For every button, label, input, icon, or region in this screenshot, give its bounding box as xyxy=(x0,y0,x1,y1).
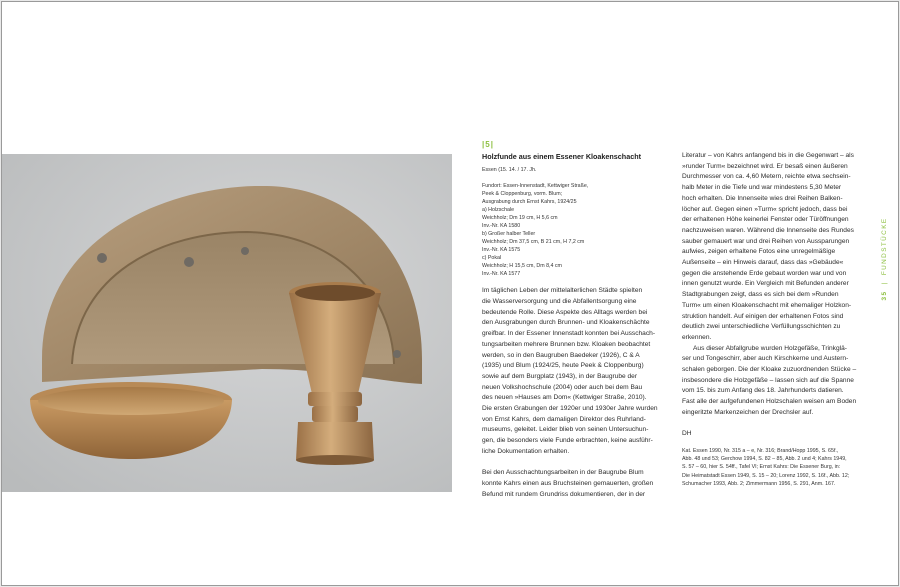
text-line: Peek & Cloppenburg, vorm. Blum; xyxy=(482,190,563,197)
text-line: tungsarbeiten mehrere Brunnen bzw. Kloaken beobachtet xyxy=(482,340,651,348)
text-line: sauber gemauert war und drei Reihen von Aussparungen xyxy=(682,237,850,245)
text-line: sowie auf dem Burgplatz (1943), in der Baugrube der xyxy=(482,372,638,380)
text-line: aufwies, zeigen erhaltene Fotos eine unregelmäßige xyxy=(682,248,836,256)
text-line: liche Dokumentation erhalten. xyxy=(482,447,570,455)
body-paragraph-1 xyxy=(482,286,660,457)
body-paragraph-2 xyxy=(482,468,660,500)
text-line: »runder Turm« bezeichnet wird. Er besaß einen äußeren xyxy=(682,162,848,170)
section-title: FUNDSTÜCKE xyxy=(881,217,888,276)
text-line: c) Pokal xyxy=(482,255,502,262)
text-line: gen, die besonders viele Funde erbrachten, keine ausführ- xyxy=(482,437,653,445)
book-spread xyxy=(1,1,899,586)
svg-text:35 | FUNDSTÜCK xyxy=(880,217,888,300)
text-line: deutlich zwei unterschiedliche Verfüllungsschichten zu xyxy=(682,323,841,331)
text-line: Bei den Ausschachtungsarbeiten in der Baugrube Blum xyxy=(482,469,644,477)
find-details xyxy=(482,182,660,279)
text-column-right xyxy=(682,151,862,488)
text-line: hoch erhalten. Die Innenseite wies drei Reihen Balken- xyxy=(682,194,843,202)
author-initials: DH xyxy=(682,429,692,437)
wooden-finds-photo xyxy=(2,154,452,492)
text-line: insbesondere die Holzgefäße – lassen sich auf die Spanne xyxy=(682,376,854,384)
text-line: schalen geborgen. Die der Kloake zuzuordnenden Stücke – xyxy=(682,366,857,374)
text-line: löcher auf. Gegen einen »Turm« spricht jedoch, dass bei xyxy=(682,205,848,213)
text-line: S. 57 – 60, hier S. 54ff., Tafel VI; Ernst Kahrs: Die Essener Burg, in: xyxy=(682,464,841,471)
text-line: Fundort: Essen-Innenstadt, Kettwiger Straße, xyxy=(482,182,589,189)
text-line: Stadtgrabungen zeigt, dass es sich bei dem »Runden xyxy=(682,291,839,299)
text-line: nachzuweisen waren. Während die Innenseite des Rundes xyxy=(682,226,854,234)
text-line: Die ersten Grabungen der 1920er und 1930er Jahre wurden xyxy=(482,405,658,413)
text-line: Aus dieser Abfallgrube wurden Holzgefäße, Trinkglä- xyxy=(693,344,847,352)
entry-subtitle: Essen (15. 14. / 17. Jh. xyxy=(482,166,537,173)
text-line: ser und Tongeschirr, aber auch Kirschkerne und Austern- xyxy=(682,355,849,363)
text-line: Inv.-Nr. KA 1580 xyxy=(482,222,521,229)
text-line: erkennen. xyxy=(682,333,712,341)
text-column-left xyxy=(482,140,660,500)
text-line: gegen die anstehende Erde gebaut worden war und von xyxy=(682,269,847,277)
text-line: Turm« um einen Kloakenschacht mit ehemaliger Holzkon- xyxy=(682,301,852,309)
text-line: innen genutzt wurde. Ein Vergleich mit Befunden anderer xyxy=(682,280,849,288)
text-line: Inv.-Nr. KA 1577 xyxy=(482,271,521,278)
text-line: werden, so in den Baugruben Baedeker (1926), C & A xyxy=(482,351,640,359)
text-line: Abb. 48 und 53; Gerchow 1994, S. 82 – 85, Abb. 2 und 4; Kahrs 1949, xyxy=(682,456,847,463)
text-line: Weichholz; Dm 19 cm, H 5,6 cm xyxy=(482,214,558,221)
catalogue-number: |5| xyxy=(482,140,494,149)
bibliography xyxy=(682,447,862,487)
text-line: Die Heimatstadt Essen 1949, S. 15 – 20; Lorenz 1992, S. 16f., Abb. 12; xyxy=(682,472,850,479)
text-line: Ausgrabung durch Ernst Kahrs, 1924/25 xyxy=(482,198,577,205)
text-line: die Wasserversorgung und die Abfallentsorgung eine xyxy=(482,298,637,306)
text-line: neuen Volkshochschule (2004) oder auch bei dem Bau xyxy=(482,383,643,391)
text-line: Schumacher 1993, Abb. 2; Zimmermann 1956, S. 291, Anm. 167. xyxy=(682,480,836,487)
entry-title: Holzfunde aus einem Essener Kloakenschacht xyxy=(482,152,641,161)
text-line: Durchmesser von ca. 4,60 Metern, reichte etwa sechsein- xyxy=(682,173,851,181)
text-line: Fast alle der aufgefundenen Holzschalen weisen am Boden xyxy=(682,398,857,406)
text-line: greifbar. In der Essener Innenstadt konnten bei Ausschach- xyxy=(482,330,656,338)
page-number: 35 xyxy=(881,290,888,301)
text-line: des neuen »Hauses am Dom« (Kettwiger Straße, 2010). xyxy=(482,394,647,402)
text-line: konnte Kahrs einen aus Bruchsteinen gemauerten, großen xyxy=(482,479,654,487)
text-line: Kat. Essen 1990, Nr. 315 a – e, Nr. 316; Brand/Hopp 1995, S. 65f., xyxy=(682,448,839,455)
text-line: Inv.-Nr. KA 1575 xyxy=(482,247,521,254)
body-paragraph-4 xyxy=(682,344,862,419)
text-line: Literatur – von Kahrs anfangend bis in die Gegenwart – als xyxy=(682,152,854,159)
running-head-separator: | xyxy=(881,281,888,285)
text-line: a) Holzschale xyxy=(482,206,515,213)
text-line: Befund mit rundem Grundriss dokumentieren, der in der xyxy=(482,490,646,498)
text-line: Außenseite – ein Hinweis darauf, dass das »Gebäude« xyxy=(682,259,844,267)
text-line: museums, geleitet. Leider blieb von seinen Untersuchun- xyxy=(482,426,649,434)
text-line: struktion handelt. Auf einigen der erhaltenen Fotos sind xyxy=(682,312,844,320)
running-head xyxy=(876,214,890,304)
text-line: b) Großer halber Teller xyxy=(482,231,536,238)
text-line: Im täglichen Leben der mittelalterlichen Städte spielten xyxy=(482,287,643,295)
text-line: eingeritzte Markenzeichen der Drechsler auf. xyxy=(682,408,814,416)
text-line: halb Meter in die Tiefe und war mindestens 5,30 Meter xyxy=(682,184,842,192)
text-line: vom 15. bis zum Anfang des 18. Jahrhunderts datieren. xyxy=(682,387,844,395)
text-line: bedeutende Rolle. Diese Aspekte des Alltags werden bei xyxy=(482,308,648,316)
text-line: der erhaltenen Höhe keinerlei Fenster oder Türöffnungen xyxy=(682,216,849,224)
text-line: (1935) und Blum (1924/25, heute Peek & Cloppenburg) xyxy=(482,362,644,370)
text-line: Weichholz; H 15,5 cm, Dm 8,4 cm xyxy=(482,263,562,270)
text-line: den Ausgrabungen durch Brunnen- und Kloakenschächte xyxy=(482,319,650,327)
body-paragraph-3 xyxy=(682,151,862,344)
text-line: von Ernst Kahrs, dem damaligen Direktor des Ruhrland- xyxy=(482,415,646,423)
text-line: Weichholz; Dm 37,5 cm, B 21 cm, H 7,2 cm xyxy=(482,239,585,246)
